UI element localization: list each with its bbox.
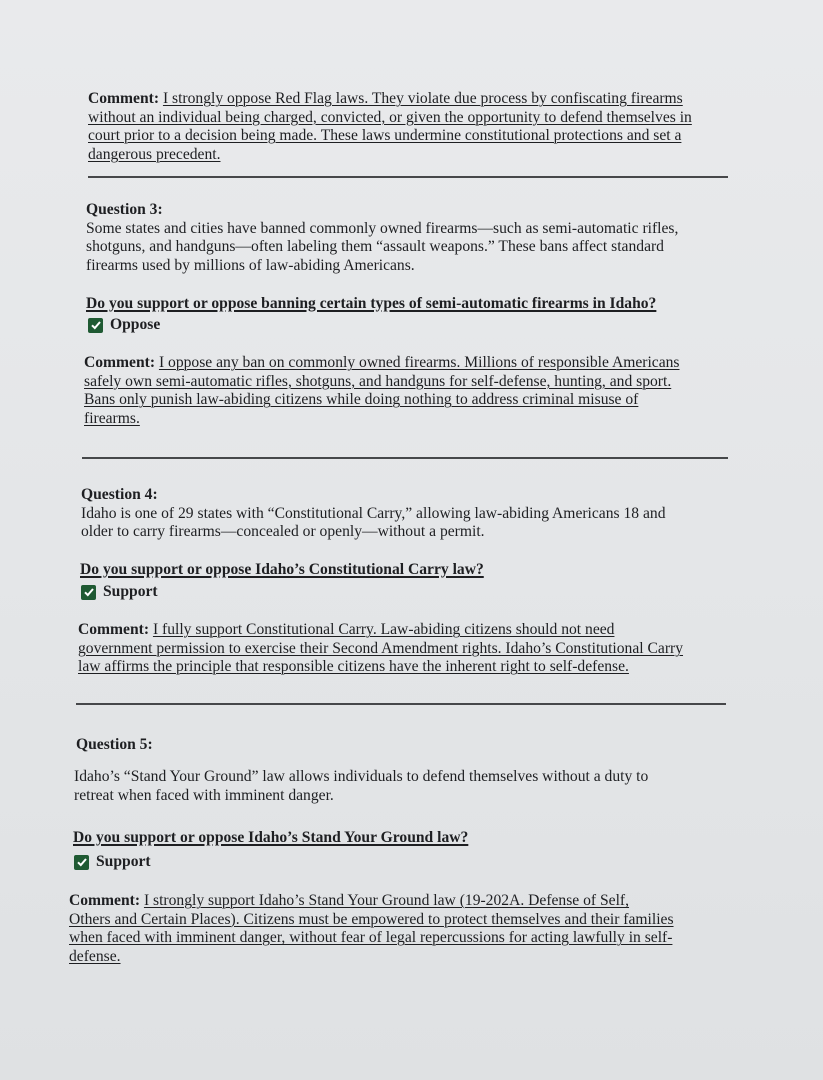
q5-comment-line: when faced with imminent danger, without fear of legal repercussions for acting lawfully in self- (69, 929, 673, 946)
answer-label: Support (96, 853, 151, 870)
checkbox-checked-icon (81, 585, 96, 600)
q5-comment-line: Others and Certain Places). Citizens must be empowered to protect themselves and their families (69, 910, 674, 928)
checkbox-checked-icon (74, 855, 89, 870)
comment-label: Comment: (78, 621, 150, 638)
answer-checkbox (74, 853, 151, 871)
comment-label: Comment: (84, 354, 156, 371)
q4-comment (78, 621, 683, 677)
question-body-line: Idaho’s “Stand Your Ground” law allows individuals to defend themselves without a duty to (74, 768, 649, 785)
q4-comment-line: I fully support Constitutional Carry. Law-abiding citizens should not need (152, 621, 615, 638)
question-body-line: Idaho is one of 29 states with “Constitutional Carry,” allowing law-abiding Americans 18 and (81, 504, 666, 522)
question-body-line: older to carry firearms—concealed or openly—without a permit. (81, 523, 485, 540)
divider (88, 176, 728, 178)
q2-comment-line: court prior to a decision being made. These laws undermine constitutional protections and set a (88, 127, 682, 144)
q3-comment-line: I oppose any ban on commonly owned firearms. Millions of responsible Americans (158, 354, 680, 371)
q2-comment-line: dangerous precedent. (88, 145, 221, 163)
question-title: Question 5: (76, 736, 153, 753)
question-4 (81, 486, 666, 542)
question-3 (86, 201, 678, 275)
answer-checkbox (81, 583, 158, 601)
question-body-line: shotguns, and handguns—often labeling them “assault weapons.” These bans affect standard (86, 238, 664, 255)
q4-comment-line: law affirms the principle that responsible citizens have the inherent right to self-defense. (78, 658, 629, 675)
q3-comment-line: Bans only punish law-abiding citizens while doing nothing to address criminal misuse of (84, 391, 639, 408)
question-title: Question 4: (81, 486, 158, 503)
q5-comment-line: I strongly support Idaho’s Stand Your Ground law (19-202A. Defense of Self, (143, 892, 630, 909)
q3-comment (84, 354, 680, 428)
question-5 (74, 768, 648, 805)
q5-comment-line: defense. (69, 947, 121, 965)
question-body-line: retreat when faced with imminent danger. (74, 786, 334, 804)
q3-comment-line: safely own semi-automatic rifles, shotguns, and handguns for self-defense, hunting, and sport. (84, 372, 672, 390)
question-body-line: firearms used by millions of law-abiding Americans. (86, 256, 415, 274)
q5-comment (69, 892, 674, 966)
q2-comment-line: without an individual being charged, convicted, or given the opportunity to defend themselves in (88, 108, 692, 126)
comment-label: Comment: (69, 892, 141, 909)
q2-comment (88, 90, 692, 164)
q2-comment-line: I strongly oppose Red Flag laws. They violate due process by confiscating firearms (162, 90, 683, 107)
answer-label: Support (103, 583, 158, 600)
question-prompt: Do you support or oppose Idaho’s Constitutional Carry law? (80, 561, 484, 578)
comment-label: Comment: (88, 90, 160, 107)
question-prompt: Do you support or oppose Idaho’s Stand Your Ground law? (73, 829, 469, 846)
divider (82, 457, 728, 459)
answer-checkbox (88, 316, 160, 334)
question-title: Question 3: (86, 201, 163, 218)
question-body-line: Some states and cities have banned commonly owned firearms—such as semi-automatic rifles, (86, 219, 679, 237)
checkbox-checked-icon (88, 318, 103, 333)
q4-comment-line: government permission to exercise their Second Amendment rights. Idaho’s Constitutional Carry (78, 639, 684, 657)
divider (76, 703, 726, 705)
answer-label: Oppose (110, 316, 161, 333)
question-prompt: Do you support or oppose banning certain types of semi-automatic firearms in Idaho? (86, 295, 657, 312)
q3-comment-line: firearms. (84, 409, 140, 427)
